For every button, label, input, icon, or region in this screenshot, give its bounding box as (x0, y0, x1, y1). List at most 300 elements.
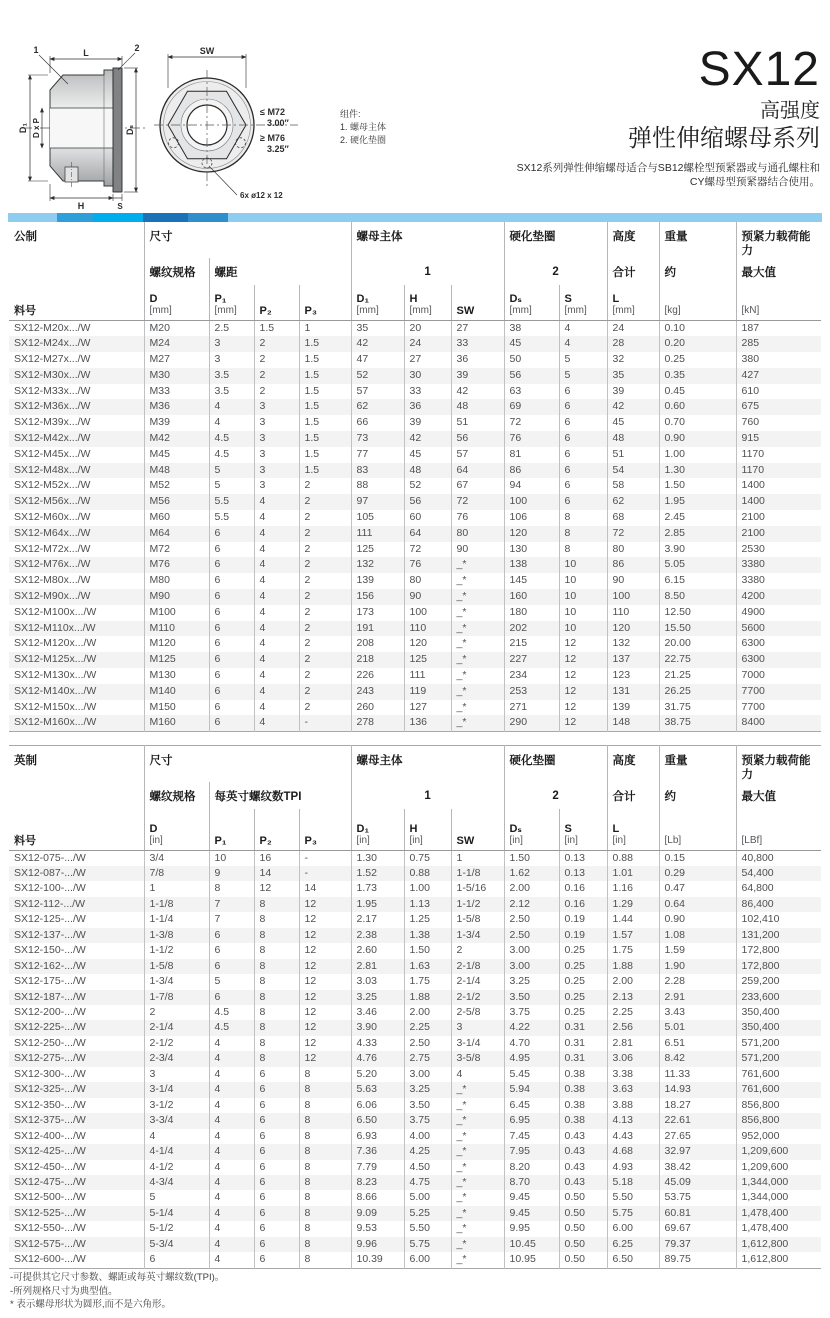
spec-value-cell: 136 (404, 715, 451, 731)
table-row (9, 636, 821, 652)
part-number-cell: SX12-M39x.../W (14, 416, 91, 429)
spec-value-cell: 3.90 (351, 1020, 404, 1035)
spec-value-cell: 3.5 (209, 368, 254, 384)
metric-table-body (9, 320, 821, 732)
spec-value-cell: 47 (351, 352, 404, 368)
spec-value-cell: 12 (559, 668, 607, 684)
spec-value-cell: 39 (607, 384, 659, 400)
spec-value-cell: 10 (559, 621, 607, 637)
spec-value-cell: 278 (351, 715, 404, 731)
hardened-washer-section (113, 68, 122, 192)
spec-value-cell: 3/4 (144, 850, 209, 866)
spec-value-cell: 7700 (736, 684, 821, 700)
part-number-cell: SX12-M80x.../W (14, 574, 91, 587)
spec-value-cell: M140 (144, 684, 209, 700)
spec-value-cell: 6 (559, 478, 607, 494)
spec-value-cell: 0.50 (559, 1221, 607, 1236)
col-header-load-unit: [kN] (736, 285, 821, 320)
spec-value-cell: 2 (254, 336, 299, 352)
sub-header-thread-spec: 螺纹规格 (144, 258, 209, 285)
page-subtitle-strength: 高强度 (760, 100, 820, 122)
spec-value-cell: 2 (299, 668, 351, 684)
spec-value-cell: 380 (736, 352, 821, 368)
sub-header-item-2: 2 (504, 782, 607, 809)
spec-value-cell: 4 (209, 1051, 254, 1066)
part-number-cell: SX12-175-.../W (14, 975, 86, 988)
spec-value-cell: 0.50 (559, 1206, 607, 1221)
col-header-d: D [in] (144, 809, 209, 850)
table-row (9, 881, 821, 896)
spec-value-cell: 36 (451, 352, 504, 368)
spec-value-cell: 4-1/4 (144, 1144, 209, 1159)
spec-value-cell: 0.13 (559, 850, 607, 866)
spec-value-cell: 761,600 (736, 1082, 821, 1097)
spec-value-cell: 2.50 (504, 912, 559, 927)
spec-value-cell: 20.00 (659, 636, 736, 652)
spec-value-cell: 68 (607, 510, 659, 526)
table-row (9, 431, 821, 447)
spec-value-cell: 42 (607, 399, 659, 415)
spec-value-cell: 2.75 (404, 1051, 451, 1066)
spec-value-cell: 2.38 (351, 928, 404, 943)
thread-range-ge-inch: 3.25″ (267, 144, 289, 154)
spec-value-cell: 24 (607, 320, 659, 336)
spec-value-cell: 1.95 (351, 897, 404, 912)
spec-value-cell: 58 (607, 478, 659, 494)
spec-value-cell: 3.75 (504, 1005, 559, 1020)
spec-value-cell: 5 (209, 974, 254, 989)
spec-value-cell: 8 (299, 1237, 351, 1252)
spec-value-cell: 0.90 (659, 431, 736, 447)
spec-value-cell: 610 (736, 384, 821, 400)
part-no-label: 料号 (9, 285, 144, 320)
sub-header-approx: 约 (659, 258, 736, 285)
spec-value-cell: 1 (144, 881, 209, 896)
spec-value-cell: 4 (209, 1144, 254, 1159)
spec-value-cell: _* (451, 621, 504, 637)
part-number-cell: SX12-M48x.../W (14, 463, 91, 476)
spec-value-cell: 131,200 (736, 928, 821, 943)
spec-value-cell: 761,600 (736, 1067, 821, 1082)
spec-value-cell: _* (451, 1221, 504, 1236)
spec-value-cell: 7 (209, 897, 254, 912)
spec-value-cell: 4 (254, 700, 299, 716)
spec-value-cell: 4 (254, 573, 299, 589)
spec-value-cell: 22.61 (659, 1113, 736, 1128)
spec-value-cell: 0.16 (559, 881, 607, 896)
spec-value-cell: 3380 (736, 573, 821, 589)
spec-value-cell: 10.95 (504, 1252, 559, 1268)
spec-value-cell: 10 (559, 573, 607, 589)
spec-value-cell: 1-5/8 (144, 959, 209, 974)
dim-label-d1: D₁ (18, 122, 28, 134)
spec-value-cell: 259,200 (736, 974, 821, 989)
spec-value-cell: 6.50 (351, 1113, 404, 1128)
spec-value-cell: 8 (299, 1129, 351, 1144)
spec-value-cell: 2 (299, 542, 351, 558)
table-row (9, 352, 821, 368)
spec-value-cell: 1.5 (254, 320, 299, 336)
spec-value-cell: 20 (404, 320, 451, 336)
spec-value-cell: 5.45 (504, 1067, 559, 1082)
spec-value-cell: M39 (144, 415, 209, 431)
spec-value-cell: 1170 (736, 463, 821, 479)
col-header-h: H [in] (404, 809, 451, 850)
spec-value-cell: 12 (299, 974, 351, 989)
part-number-cell: SX12-112-.../W (14, 897, 85, 910)
spec-value-cell: 6.00 (404, 1252, 451, 1268)
spec-value-cell: 3.06 (607, 1051, 659, 1066)
spec-value-cell: 191 (351, 621, 404, 637)
spec-value-cell: 8.50 (659, 589, 736, 605)
spec-value-cell: 226 (351, 668, 404, 684)
spec-value-cell: 4.00 (404, 1129, 451, 1144)
table-row (9, 1051, 821, 1066)
table-row (9, 1221, 821, 1236)
col-header-p3: P₃ (299, 285, 351, 320)
spec-value-cell: 0.60 (659, 399, 736, 415)
spec-value-cell: 42 (451, 384, 504, 400)
spec-value-cell: 0.31 (559, 1020, 607, 1035)
part-number-cell: SX12-M110x.../W (14, 621, 96, 634)
spec-value-cell: 76 (404, 557, 451, 573)
spec-value-cell: 6 (254, 1237, 299, 1252)
spec-value-cell: 86,400 (736, 897, 821, 912)
spec-value-cell: 8.70 (504, 1175, 559, 1190)
spec-value-cell: 172,800 (736, 959, 821, 974)
spec-value-cell: _* (451, 1082, 504, 1097)
spec-value-cell: 0.45 (659, 384, 736, 400)
spec-value-cell: 4 (209, 415, 254, 431)
spec-value-cell: - (299, 866, 351, 881)
spec-value-cell: 0.29 (659, 866, 736, 881)
spec-value-cell: M60 (144, 510, 209, 526)
spec-value-cell: 4.22 (504, 1020, 559, 1035)
part-number-cell: SX12-M150x.../W (14, 700, 97, 713)
spec-value-cell: 102,410 (736, 912, 821, 927)
spec-value-cell: 105 (351, 510, 404, 526)
spec-value-cell: 5.18 (607, 1175, 659, 1190)
spec-value-cell: 253 (504, 684, 559, 700)
spec-value-cell: 1,209,600 (736, 1160, 821, 1175)
spec-value-cell: 2.00 (607, 974, 659, 989)
spec-value-cell: 0.75 (404, 850, 451, 866)
spec-value-cell: 5-1/4 (144, 1206, 209, 1221)
spec-value-cell: 5.25 (404, 1206, 451, 1221)
spec-value-cell: 7 (209, 912, 254, 927)
spec-value-cell: 2 (254, 368, 299, 384)
spec-value-cell: 0.38 (559, 1098, 607, 1113)
table-row (9, 1144, 821, 1159)
spec-value-cell: 1,344,000 (736, 1175, 821, 1190)
part-number-cell: SX12-425-.../W (14, 1145, 86, 1158)
spec-value-cell: 119 (404, 684, 451, 700)
spec-value-cell: 1,478,400 (736, 1221, 821, 1236)
spec-value-cell: 2 (299, 605, 351, 621)
spec-value-cell: 6 (209, 943, 254, 958)
spec-value-cell: 35 (607, 368, 659, 384)
col-header-p1: P₁ [mm] (209, 285, 254, 320)
spec-value-cell: M150 (144, 700, 209, 716)
spec-value-cell: 2-5/8 (451, 1005, 504, 1020)
spec-value-cell: 4.33 (351, 1036, 404, 1051)
group-header-washer: 硬化垫圈 (504, 746, 607, 783)
spec-value-cell: 14 (299, 881, 351, 896)
spec-value-cell: 2.25 (607, 1005, 659, 1020)
spec-value-cell: 0.88 (404, 866, 451, 881)
part-number-cell: SX12-475-.../W (14, 1176, 86, 1189)
spec-value-cell: 137 (607, 652, 659, 668)
spec-value-cell: 3.00 (504, 959, 559, 974)
spec-value-cell: 7000 (736, 668, 821, 684)
spec-value-cell: 4 (254, 542, 299, 558)
table-row (9, 1237, 821, 1252)
spec-value-cell: _* (451, 1098, 504, 1113)
spec-value-cell: 76 (451, 510, 504, 526)
components-legend (340, 108, 386, 147)
spec-value-cell: 6.45 (504, 1098, 559, 1113)
spec-value-cell: 120 (607, 621, 659, 637)
col-header-d1: D₁ [mm] (351, 285, 404, 320)
spec-value-cell: 12.50 (659, 605, 736, 621)
spec-value-cell: 1-7/8 (144, 990, 209, 1005)
spec-value-cell: 73 (351, 431, 404, 447)
footnote-line: -所列规格尺寸为典型值。 (10, 1285, 118, 1297)
spec-value-cell: M76 (144, 557, 209, 573)
spec-value-cell: 2-1/4 (144, 1020, 209, 1035)
spec-value-cell: 3 (254, 399, 299, 415)
spec-value-cell: 8 (254, 928, 299, 943)
spec-value-cell: 8 (209, 881, 254, 896)
table-row (9, 1160, 821, 1175)
spec-value-cell: 2.81 (351, 959, 404, 974)
table-row (9, 1036, 821, 1051)
legend-item: 2. 硬化垫圈 (340, 135, 387, 145)
part-number-cell: SX12-137-.../W (14, 928, 86, 941)
description-line: SX12系列弹性伸缩螺母适合与SB12螺栓型预紧器或与通孔螺柱和 (516, 162, 820, 174)
spec-value-cell: 106 (504, 510, 559, 526)
spec-value-cell: 2 (254, 352, 299, 368)
imperial-table-header (9, 746, 821, 851)
spec-value-cell: 3380 (736, 557, 821, 573)
spec-value-cell: 5.63 (351, 1082, 404, 1097)
spec-value-cell: 3.5 (209, 384, 254, 400)
spec-value-cell: 4.5 (209, 1005, 254, 1020)
spec-value-cell: 27 (451, 320, 504, 336)
spec-value-cell: 12 (299, 912, 351, 927)
spec-value-cell: 3.38 (607, 1067, 659, 1082)
spec-value-cell: 0.38 (559, 1082, 607, 1097)
spec-value-cell: 3-1/4 (144, 1082, 209, 1097)
spec-value-cell: 202 (504, 621, 559, 637)
spec-value-cell: 0.25 (559, 959, 607, 974)
spec-value-cell: 9.95 (504, 1221, 559, 1236)
spec-value-cell: 4900 (736, 605, 821, 621)
spec-value-cell: 38.42 (659, 1160, 736, 1175)
spec-value-cell: 4 (254, 510, 299, 526)
spec-value-cell: 3.25 (351, 990, 404, 1005)
spec-value-cell: 1400 (736, 478, 821, 494)
spec-value-cell: 148 (607, 715, 659, 731)
spec-value-cell: 0.88 (607, 850, 659, 866)
table-row (9, 715, 821, 731)
table-row (9, 1206, 821, 1221)
spec-value-cell: 4 (209, 1221, 254, 1236)
spec-value-cell: 4 (209, 1190, 254, 1205)
spec-value-cell: 5.50 (607, 1190, 659, 1205)
spec-value-cell: 39 (404, 415, 451, 431)
table-row (9, 494, 821, 510)
spec-value-cell: 0.38 (559, 1067, 607, 1082)
spec-value-cell: 208 (351, 636, 404, 652)
spec-value-cell: 2.45 (659, 510, 736, 526)
spec-value-cell: 6 (209, 605, 254, 621)
spec-value-cell: 1.5 (299, 415, 351, 431)
spec-value-cell: 2.12 (504, 897, 559, 912)
spec-value-cell: 8 (299, 1252, 351, 1268)
spec-value-cell: M120 (144, 636, 209, 652)
spec-value-cell: 8 (254, 974, 299, 989)
spec-value-cell: 2.56 (607, 1020, 659, 1035)
spec-value-cell: 6.51 (659, 1036, 736, 1051)
spec-value-cell: 234 (504, 668, 559, 684)
spec-value-cell: 4.43 (607, 1129, 659, 1144)
spec-value-cell: 4 (209, 1098, 254, 1113)
spec-value-cell: 2-1/4 (451, 974, 504, 989)
part-number-cell: SX12-M90x.../W (14, 590, 91, 603)
col-header-p2: P₂ (254, 809, 299, 850)
spec-value-cell: 1.13 (404, 897, 451, 912)
spec-value-cell: 2 (299, 573, 351, 589)
spec-value-cell: 4-1/2 (144, 1160, 209, 1175)
spec-value-cell: 4.5 (209, 1020, 254, 1035)
spec-value-cell: 4.68 (607, 1144, 659, 1159)
legend-item: 1. 螺母主体 (340, 122, 387, 132)
spec-value-cell: 3 (254, 415, 299, 431)
dim-label-s: S (117, 202, 123, 211)
table-row (9, 573, 821, 589)
spec-value-cell: 5-3/4 (144, 1237, 209, 1252)
spec-value-cell: 4 (254, 636, 299, 652)
part-number-cell: SX12-162-.../W (14, 959, 86, 972)
spec-value-cell: 4200 (736, 589, 821, 605)
spec-value-cell: M48 (144, 463, 209, 479)
spec-value-cell: _* (451, 668, 504, 684)
spec-value-cell: 2.28 (659, 974, 736, 989)
spec-value-cell: 1.5 (299, 368, 351, 384)
col-header-p2: P₂ (254, 285, 299, 320)
spec-value-cell: 100 (607, 589, 659, 605)
spec-value-cell: 1.25 (404, 912, 451, 927)
spec-value-cell: 28 (607, 336, 659, 352)
spec-value-cell: 62 (607, 494, 659, 510)
spec-value-cell: 1-5/16 (451, 881, 504, 896)
spec-value-cell: 8 (299, 1221, 351, 1236)
spec-value-cell: 9.45 (504, 1206, 559, 1221)
spec-value-cell: 6 (254, 1252, 299, 1268)
part-number-cell: SX12-M30x.../W (14, 368, 91, 381)
spec-value-cell: 290 (504, 715, 559, 731)
table-row (9, 1067, 821, 1082)
spec-value-cell: 4 (254, 684, 299, 700)
spec-value-cell: 1.95 (659, 494, 736, 510)
spec-value-cell: 6.93 (351, 1129, 404, 1144)
spec-value-cell: 5.5 (209, 510, 254, 526)
spec-value-cell: 6 (209, 668, 254, 684)
spec-value-cell: 48 (451, 399, 504, 415)
spec-value-cell: M110 (144, 621, 209, 637)
spec-value-cell: 0.10 (659, 320, 736, 336)
spec-value-cell: 8.23 (351, 1175, 404, 1190)
spec-value-cell: 30 (404, 368, 451, 384)
spec-value-cell: 0.43 (559, 1175, 607, 1190)
group-header-size: 尺寸 (144, 222, 351, 258)
spec-value-cell: 125 (404, 652, 451, 668)
spec-value-cell: 3.25 (504, 974, 559, 989)
spec-value-cell: 4 (254, 652, 299, 668)
spec-value-cell: 8 (559, 526, 607, 542)
spec-value-cell: 2 (144, 1005, 209, 1020)
spec-value-cell: 90 (404, 589, 451, 605)
spec-value-cell: 0.43 (559, 1144, 607, 1159)
spec-value-cell: 2.00 (404, 1005, 451, 1020)
title-block (517, 44, 820, 189)
spec-value-cell: 66 (351, 415, 404, 431)
spec-value-cell: 8 (299, 1190, 351, 1205)
spec-value-cell: 6300 (736, 636, 821, 652)
spec-value-cell: 110 (607, 605, 659, 621)
spec-value-cell: 7.79 (351, 1160, 404, 1175)
spec-value-cell: _* (451, 1129, 504, 1144)
spec-value-cell: 8 (299, 1144, 351, 1159)
spec-value-cell: M72 (144, 542, 209, 558)
spec-value-cell: 5.20 (351, 1067, 404, 1082)
spec-value-cell: 5.75 (404, 1237, 451, 1252)
region-label: 公制 (14, 231, 37, 243)
spec-value-cell: M80 (144, 573, 209, 589)
spec-value-cell: 0.90 (659, 912, 736, 927)
spec-value-cell: M130 (144, 668, 209, 684)
part-number-cell: SX12-600-.../W (14, 1253, 86, 1266)
table-row (9, 478, 821, 494)
divider-bar-segment (93, 213, 143, 222)
spec-value-cell: M90 (144, 589, 209, 605)
group-header-preload: 预紧力载荷能力 (736, 222, 821, 258)
spec-value-cell: 132 (351, 557, 404, 573)
table-row (9, 684, 821, 700)
spec-value-cell: 4 (254, 605, 299, 621)
dim-label-h: H (77, 201, 85, 211)
description-line: CY螺母型预紧器结合使用。 (689, 176, 820, 188)
spec-value-cell: 4 (559, 336, 607, 352)
spec-value-cell: 12 (299, 990, 351, 1005)
spec-value-cell: 915 (736, 431, 821, 447)
table-row (9, 866, 821, 881)
spec-value-cell: 1-1/8 (144, 897, 209, 912)
spec-value-cell: 72 (504, 415, 559, 431)
spec-value-cell: 6 (254, 1206, 299, 1221)
spec-value-cell: 54,400 (736, 866, 821, 881)
spec-value-cell: 5 (559, 352, 607, 368)
spec-value-cell: 8 (559, 510, 607, 526)
spec-value-cell: 1-1/2 (144, 943, 209, 958)
spec-value-cell: 6 (254, 1098, 299, 1113)
spec-value-cell: 3 (144, 1067, 209, 1082)
spec-value-cell: 2 (299, 589, 351, 605)
spec-value-cell: 1.59 (659, 943, 736, 958)
spec-value-cell: 8 (299, 1067, 351, 1082)
spec-value-cell: 10 (559, 605, 607, 621)
